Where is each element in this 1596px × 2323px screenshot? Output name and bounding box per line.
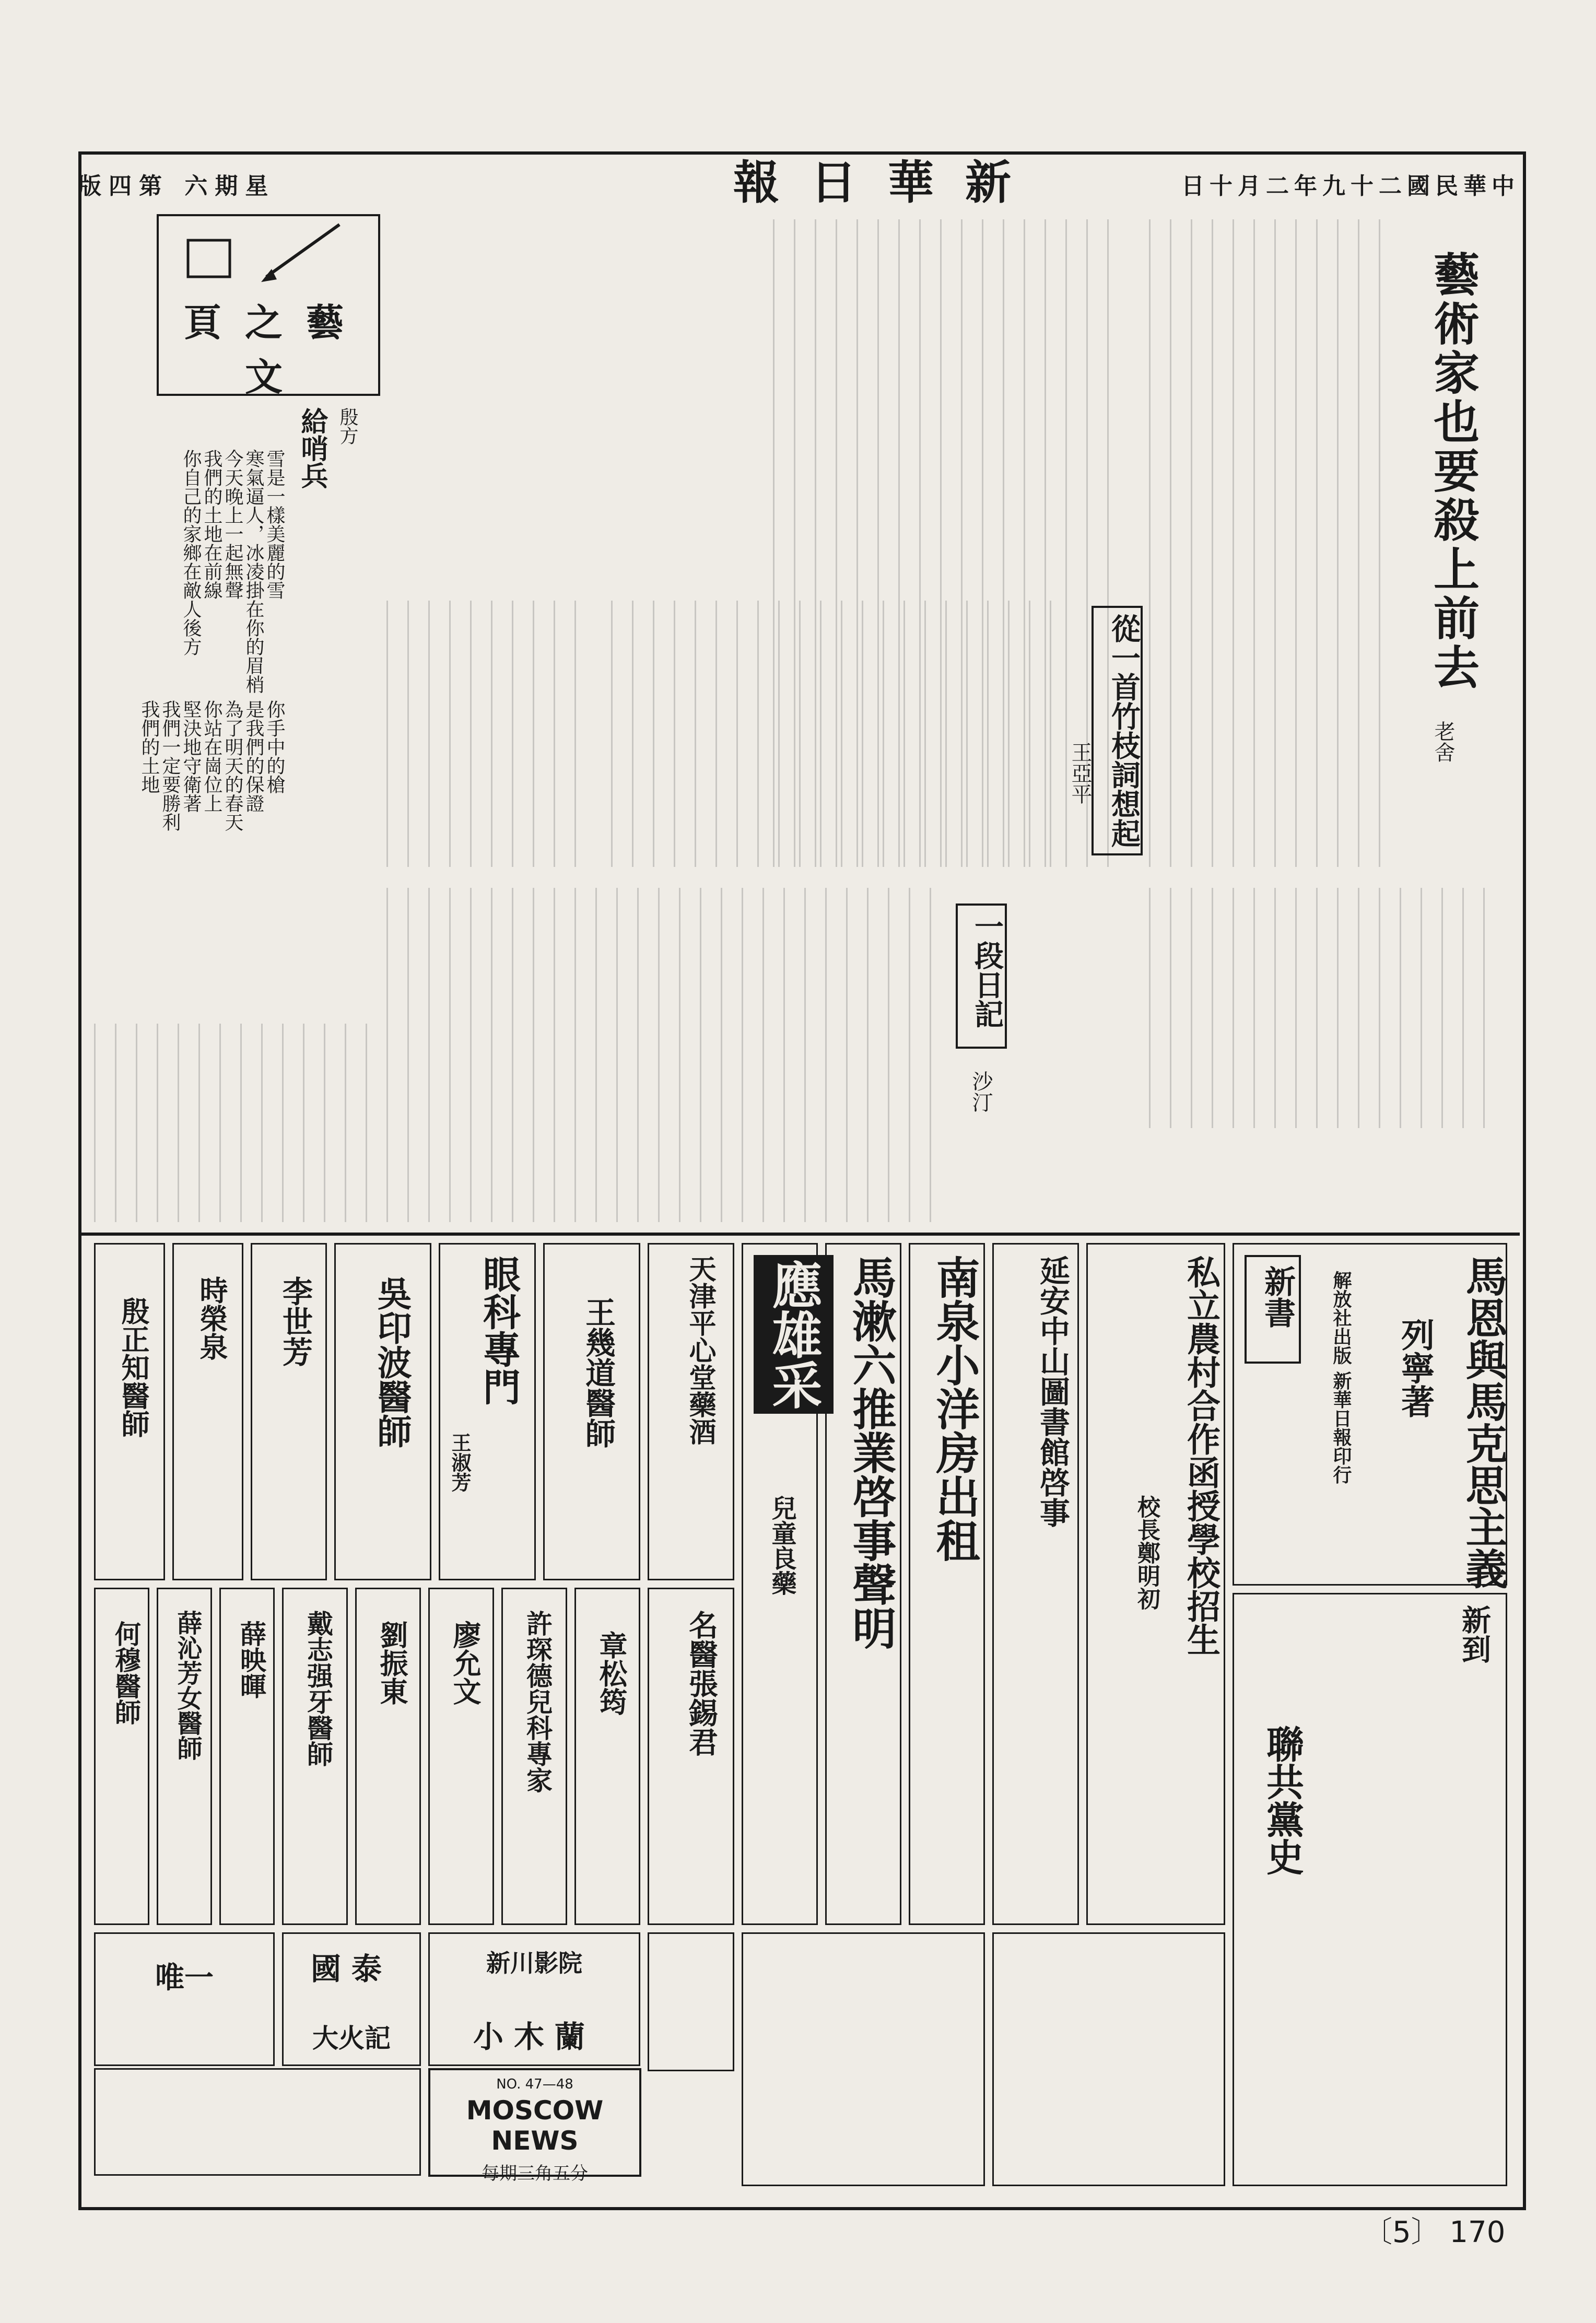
doctor-ad-12 [157,1588,212,1925]
pen-inkpot-icon [172,219,360,287]
moscow-news-price: 每期三角五分 [482,2163,588,2184]
literary-banner-title: 頁 之 藝 文 [183,300,349,399]
art-article-body [1149,219,1400,867]
poem-line: 寒氣逼人，冰凌掛在你的眉梢 [243,449,264,694]
bamboo-article-author: 王亞平 [1068,742,1092,804]
new-arrival-ad [1233,1593,1507,2186]
bamboo-article-body-2 [386,601,595,867]
school-details-ad [992,1932,1225,2186]
doctor-ad-2 [334,1243,431,1580]
new-arrival-title: 聯共黨史 [1260,1725,1305,1875]
doctor-11-name: 薛映暉 [236,1621,267,1699]
art-article-headline: 藝術家也要殺上前去 [1426,251,1481,693]
medicine-subtitle: 兒童良藥 [767,1495,796,1595]
declaration-ad [825,1243,901,1925]
theater-2-title: 新川影院 [486,1949,582,1977]
pharmacy-ad [648,1243,734,1580]
doctor-5-name: 殷正知醫師 [117,1297,150,1438]
school-principal: 校長鄭明初 [1133,1495,1160,1610]
dentist-ad [282,1588,348,1925]
theater-1-title: 國泰 [310,1951,392,1987]
doctor-8-name: 許琛德兒科專家 [522,1610,553,1793]
art-article-author: 老舍 [1431,721,1455,762]
doctor-ad-1 [543,1243,640,1580]
theater-ad-3 [94,1932,275,2066]
theater-2-film: 小木蘭 [473,2019,595,2055]
newspaper-title: 報日華新 [733,155,1042,209]
doctor-ad-3 [251,1243,327,1580]
bamboo-article-headline: 從一首竹枝詞想起 [1107,614,1141,848]
new-book-ad [1233,1243,1508,1589]
edition-label: 版四第 六期星 [78,173,276,200]
eye-clinic-ad [439,1243,536,1580]
poem-line: 我們一定要勝利 [159,700,181,831]
moscow-news-ad [428,2068,641,2184]
doctor-12-name: 薛沁芳女醫師 [173,1610,202,1761]
doctor-9-name: 廖允文 [449,1621,482,1705]
poem-line: 是我們的保證 [243,700,264,813]
poem-line: 為了明天的春天 [222,700,243,831]
poem-line: 你自己的家鄉在敵人後方 [180,449,202,656]
doctor-ad-5 [94,1243,165,1580]
dentist-name: 戴志强牙醫師 [303,1610,334,1767]
theater-1-film: 大火記 [312,2023,391,2054]
doctor-6-name: 名醫張錫君 [684,1610,719,1756]
doctor-2-name: 吳印波醫師 [371,1276,412,1448]
doctor-ad-11 [219,1588,275,1925]
publication-date: 日十月二年九十二國民華中 [1181,173,1520,200]
poem-line: 你手中的槍 [264,700,285,794]
theater-3-title: 唯一 [155,1961,214,1995]
poem-line: 我們的土地 [138,700,160,794]
new-book-title: 馬恩與馬克思主義 [1459,1255,1508,1589]
doctor-ad-10 [355,1588,421,1925]
doctor-3-name: 李世芳 [277,1276,313,1367]
page-number: 〔5〕 170 [1363,2215,1506,2249]
rent-ad [909,1243,985,1925]
school-ad [1086,1243,1225,1925]
poem-line: 今天晚上一起無聲 [222,449,243,600]
moscow-news-number: NO. 47—48 [496,2076,573,2092]
doctor-ad-4 [172,1243,243,1580]
declaration-title: 馬漱六推業啓事聲明 [846,1255,897,1650]
poem-line: 堅決地守衛著 [180,700,202,813]
doctor-ad-13 [94,1588,149,1925]
poem-line: 雪是一樣美麗的雪 [264,449,285,600]
medicine-title: 應雄采 [754,1255,834,1414]
eye-clinic-title: 眼科專門 [477,1255,521,1405]
diary-author: 沙汀 [969,1071,993,1112]
doctor-ad-7 [574,1588,640,1925]
doctor-7-name: 章松筠 [595,1631,628,1716]
misc-notice-ad [94,2068,421,2176]
library-ad [992,1243,1079,1925]
doctor-1-name: 王幾道醫師 [580,1297,616,1448]
poem-author: 殷方 [337,407,358,445]
doctor-ad-9 [428,1588,494,1925]
new-book-author: 列寧著 [1395,1318,1435,1418]
moscow-news-title: MOSCOW NEWS [466,2095,604,2156]
rent-details-ad [742,1932,985,2186]
new-book-publisher: 解放社出版 新華日報印行 [1330,1271,1352,1484]
diary-headline: 一段日記 [970,911,1004,1028]
theater-ad-1-cathay [282,1932,421,2066]
medicine-ad [742,1243,823,1925]
eye-clinic-doctor: 王淑芳 [448,1433,472,1492]
library-title: 延安中山圖書館啓事 [1035,1255,1070,1528]
diary-body [386,888,940,1222]
diary-body-2 [94,1024,376,1222]
doctor-4-name: 時榮泉 [195,1276,229,1360]
poem-title: 給哨兵 [296,407,328,489]
rent-title: 南泉小洋房出租 [929,1255,981,1562]
doctor-10-name: 劉振東 [375,1621,409,1705]
bamboo-article-body [611,601,1060,867]
doctor-ad-8 [501,1588,567,1925]
new-arrival-label: 新到 [1457,1605,1492,1663]
school-title: 私立農村合作函授學校招生 [1181,1255,1221,1656]
theater-ad-1 [648,1932,734,2071]
poem-line: 你站在崗位上 [201,700,222,813]
theater-ad-2 [428,1932,640,2066]
pharmacy-title: 天津平心堂藥酒 [684,1255,716,1445]
new-book-label: 新書 [1259,1265,1296,1328]
section-divider [78,1233,1520,1236]
art-article-body-continued [1149,888,1504,1128]
doctor-ad-6 [648,1588,734,1925]
poem-line: 我們的土地在前線 [201,449,222,600]
doctor-13-name: 何穆醫師 [111,1621,142,1725]
